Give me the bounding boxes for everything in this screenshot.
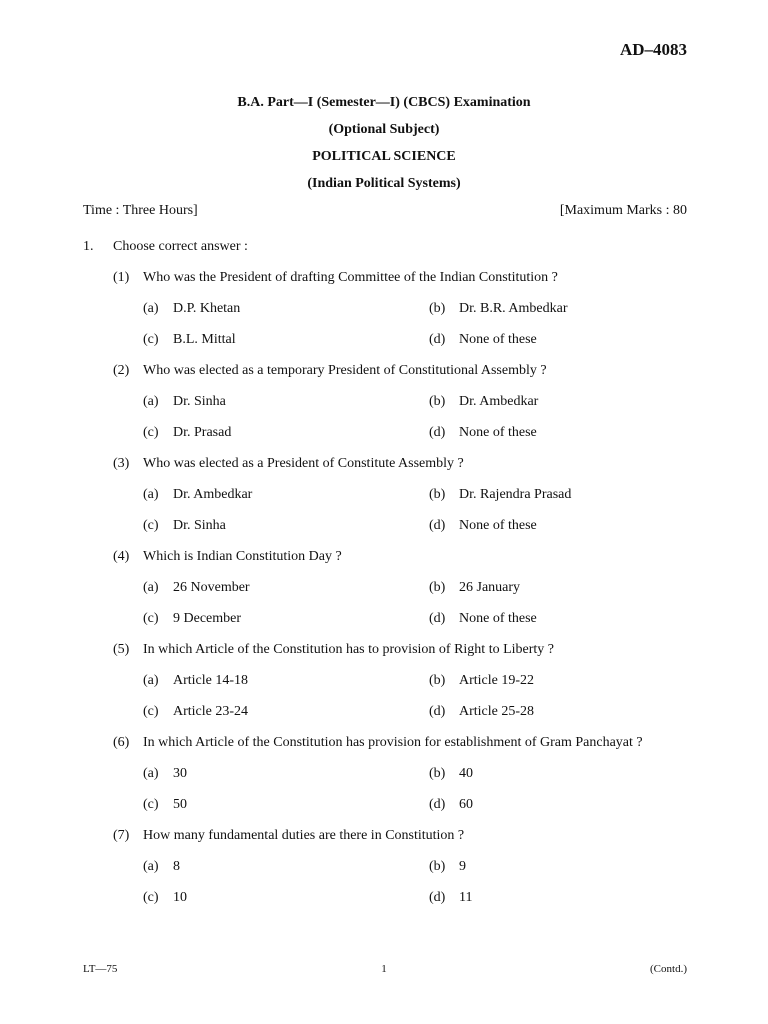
option-text: 9 December [173, 611, 242, 626]
option-label: (c) [143, 425, 159, 440]
option-label: (c) [143, 518, 159, 533]
answer-option [143, 766, 187, 782]
option-text: Article 14-18 [173, 673, 249, 688]
question-number: (5) [113, 642, 130, 657]
answer-option [143, 859, 180, 875]
question-text: In which Article of the Constitution has to provision of Right to Liberty ? [143, 642, 555, 657]
answer-option [429, 611, 537, 627]
question-number: (4) [113, 549, 130, 564]
paper-code: AD–4083 [619, 40, 687, 59]
option-text: 8 [173, 859, 180, 874]
question-number: (2) [113, 363, 130, 378]
option-label: (d) [429, 797, 446, 812]
answer-option [429, 518, 537, 534]
answer-option [429, 301, 568, 317]
subject-type: (Optional Subject) [328, 122, 440, 137]
option-label: (d) [429, 518, 446, 533]
option-text: None of these [459, 611, 537, 626]
answer-option [143, 611, 241, 627]
answer-option [143, 487, 252, 503]
question-item [113, 549, 342, 565]
question-text: Which is Indian Constitution Day ? [143, 549, 342, 564]
option-text: 10 [173, 890, 187, 905]
option-label: (d) [429, 890, 446, 905]
option-text: Dr. Rajendra Prasad [459, 487, 572, 502]
section-heading [83, 239, 248, 255]
option-text: 26 November [173, 580, 250, 595]
option-label: (c) [143, 890, 159, 905]
question-number: (1) [113, 270, 130, 285]
answer-option [143, 580, 250, 596]
option-label: (b) [429, 766, 446, 781]
maximum-marks: [Maximum Marks : 80 [559, 203, 687, 218]
option-text: 40 [459, 766, 473, 781]
question-number: (7) [113, 828, 130, 843]
option-label: (b) [429, 859, 446, 874]
answer-option [429, 859, 466, 875]
option-label: (c) [143, 332, 159, 347]
option-label: (c) [143, 611, 159, 626]
question-item [113, 363, 547, 379]
option-label: (a) [143, 301, 159, 316]
question-number: (6) [113, 735, 130, 750]
option-text: Dr. Sinha [173, 394, 226, 409]
option-label: (c) [143, 704, 159, 719]
answer-option [429, 890, 472, 906]
answer-option [143, 518, 226, 534]
option-label: (b) [429, 673, 446, 688]
option-text: 26 January [459, 580, 521, 595]
answer-option [429, 704, 534, 720]
option-label: (d) [429, 332, 446, 347]
option-label: (a) [143, 859, 159, 874]
answer-option [429, 332, 537, 348]
answer-option [429, 673, 534, 689]
option-label: (a) [143, 673, 159, 688]
answer-option [143, 394, 226, 410]
exam-title: B.A. Part—I (Semester—I) (CBCS) Examination [237, 95, 531, 110]
question-number: (3) [113, 456, 130, 471]
option-text: Dr. Prasad [173, 425, 232, 440]
question-item [113, 270, 558, 286]
question-item [113, 642, 554, 658]
subject-name: POLITICAL SCIENCE [312, 149, 456, 164]
option-text: None of these [459, 518, 537, 533]
answer-option [143, 332, 236, 348]
section-instruction: Choose correct answer : [113, 239, 248, 254]
option-text: Dr. Ambedkar [459, 394, 539, 409]
option-text: 11 [459, 890, 473, 905]
option-text: Article 19-22 [459, 673, 535, 688]
option-label: (a) [143, 766, 159, 781]
answer-option [429, 487, 571, 503]
option-label: (a) [143, 487, 159, 502]
footer-code: LT—75 [83, 963, 118, 975]
answer-option [429, 425, 537, 441]
page-number: 1 [381, 963, 387, 975]
question-text: In which Article of the Constitution has provision for establishment of Gram Panchayat ? [143, 735, 643, 750]
continued-note: (Contd.) [650, 963, 687, 975]
time-allowed: Time : Three Hours] [83, 203, 198, 218]
option-text: 9 [459, 859, 466, 874]
option-text: 60 [459, 797, 473, 812]
option-text: 50 [173, 797, 187, 812]
question-text: Who was the President of drafting Committee of the Indian Constitution ? [143, 270, 558, 285]
answer-option [429, 766, 473, 782]
answer-option [143, 425, 231, 441]
option-label: (d) [429, 425, 446, 440]
option-text: 30 [173, 766, 187, 781]
answer-option [429, 394, 538, 410]
option-text: Dr. Sinha [173, 518, 226, 533]
question-item [113, 735, 643, 751]
question-item [113, 456, 464, 472]
option-label: (a) [143, 580, 159, 595]
option-label: (b) [429, 487, 446, 502]
section-number: 1. [83, 239, 94, 254]
answer-option [143, 673, 248, 689]
paper-title: (Indian Political Systems) [307, 176, 461, 191]
option-text: Article 23-24 [173, 704, 249, 719]
answer-option [429, 580, 520, 596]
option-label: (b) [429, 301, 446, 316]
option-label: (b) [429, 394, 446, 409]
option-text: Article 25-28 [459, 704, 535, 719]
option-label: (d) [429, 611, 446, 626]
option-text: None of these [459, 332, 537, 347]
question-text: How many fundamental duties are there in Constitution ? [143, 828, 465, 843]
option-text: D.P. Khetan [173, 301, 241, 316]
option-label: (a) [143, 394, 159, 409]
option-text: Dr. Ambedkar [173, 487, 253, 502]
option-text: Dr. B.R. Ambedkar [459, 301, 568, 316]
answer-option [429, 797, 473, 813]
answer-option [143, 797, 187, 813]
option-label: (b) [429, 580, 446, 595]
answer-option [143, 704, 248, 720]
answer-option [143, 890, 187, 906]
option-text: None of these [459, 425, 537, 440]
question-text: Who was elected as a temporary President of Constitutional Assembly ? [143, 363, 547, 378]
option-text: B.L. Mittal [173, 332, 236, 347]
answer-option [143, 301, 240, 317]
option-label: (c) [143, 797, 159, 812]
option-label: (d) [429, 704, 446, 719]
question-text: Who was elected as a President of Constitute Assembly ? [143, 456, 464, 471]
question-item [113, 828, 464, 844]
